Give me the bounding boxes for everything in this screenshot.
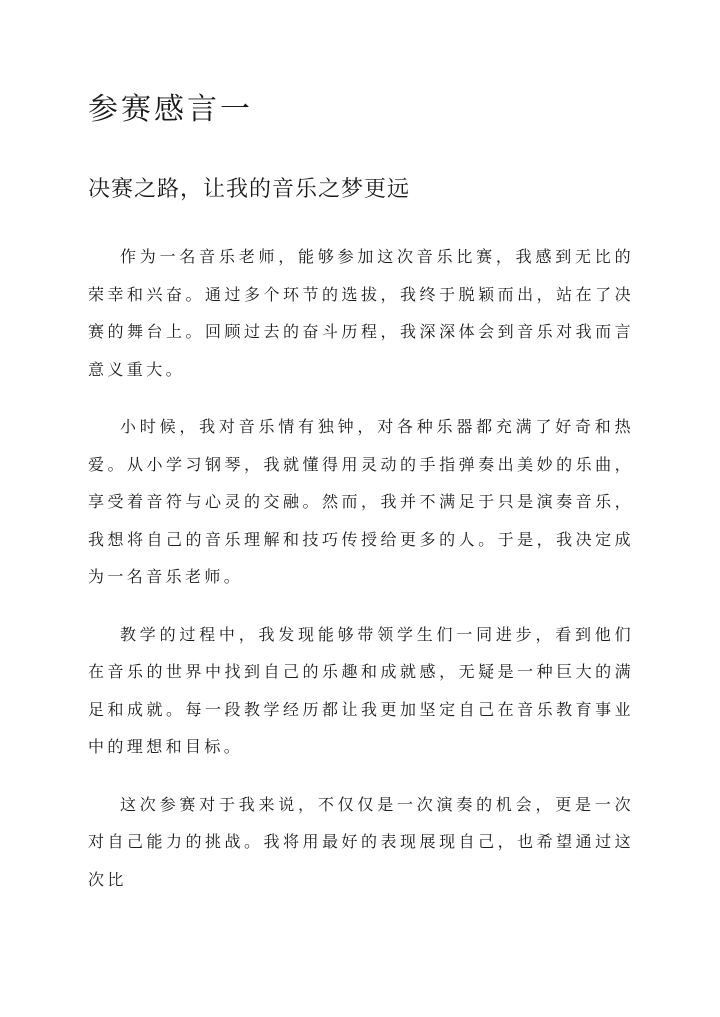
paragraph: 作为一名音乐老师，能够参加这次音乐比赛，我感到无比的荣幸和兴奋。通过多个环节的选拔，我终于脱颖而出，站在了决赛的舞台上。回顾过去的奋斗历程，我深深体会到音乐对我而言意义重大。 xyxy=(88,247,634,379)
paragraph: 小时候，我对音乐情有独钟，对各种乐器都充满了好奇和热爱。从小学习钢琴，我就懂得用灵动的手指弹奏出美妙的乐曲，享受着音符与心灵的交融。然而，我并不满足于只是演奏音乐，我想将自己的音乐理解和技巧传授给更多的人。于是，我决定成为一名音乐老师。 xyxy=(88,417,634,586)
document-subtitle: 决赛之路，让我的音乐之梦更远 xyxy=(88,177,411,202)
document-title: 参赛感言一 xyxy=(88,92,253,127)
paragraph: 教学的过程中，我发现能够带领学生们一同进步，看到他们在音乐的世界中找到自己的乐趣和成就感，无疑是一种巨大的满足和成就。每一段教学经历都让我更加坚定自己在音乐教育事业中的理想和目标。 xyxy=(88,624,634,756)
document-body xyxy=(88,238,634,918)
paragraph: 这次参赛对于我来说，不仅仅是一次演奏的机会，更是一次对自己能力的挑战。我将用最好的表现展现自己，也希望通过这次比 xyxy=(88,794,634,889)
